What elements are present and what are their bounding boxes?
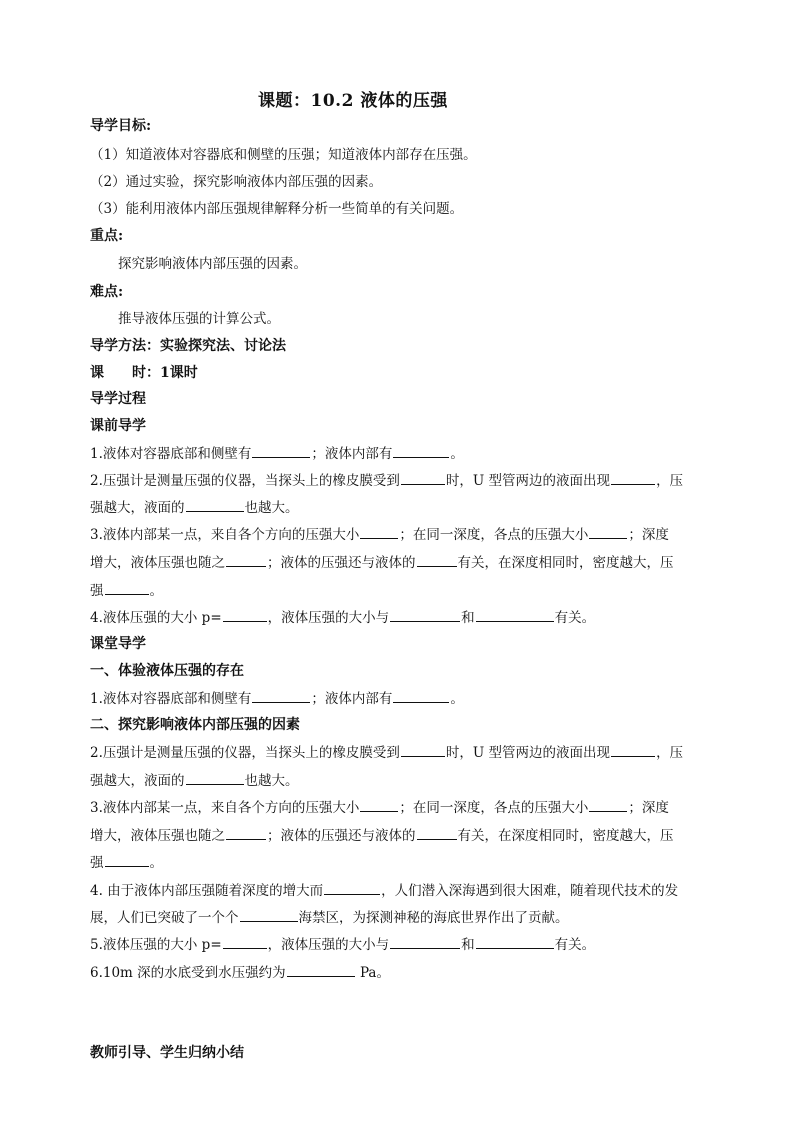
preclass-question-2: 2.压强计是测量压强的仪器，当探头上的橡皮膜受到 时，U 型管两边的液面出现 ，压: [90, 470, 683, 491]
goal-item-3: （3）能利用液体内部压强规律解释分析一些简单的有关问题。: [90, 201, 464, 217]
period-line: 课 时：1课时: [90, 365, 198, 381]
answer-blank[interactable]: [226, 825, 266, 840]
answer-blank[interactable]: [393, 443, 449, 458]
answer-blank[interactable]: [223, 934, 267, 949]
answer-blank[interactable]: [390, 607, 460, 622]
preclass-question-1: 1.液体对容器底部和侧壁有 ；液体内部有 。: [90, 443, 464, 464]
answer-blank[interactable]: [401, 742, 445, 757]
answer-blank[interactable]: [105, 852, 149, 867]
answer-blank[interactable]: [223, 607, 267, 622]
preclass-question-3-cont: 增大，液体压强也随之 ；液体的压强还与液体的 有关，在深度相同时，密度越大，压: [90, 552, 674, 573]
section-heading-2: 二、探究影响液体内部压强的因素: [90, 717, 300, 733]
difficulty-heading: 难点:: [90, 284, 124, 300]
inclass-question-3-end: 强 。: [90, 852, 163, 873]
answer-blank[interactable]: [589, 797, 627, 812]
answer-blank[interactable]: [476, 934, 554, 949]
preclass-question-3-end: 强 。: [90, 580, 163, 601]
page-title: 课题：10.2 液体的压强: [258, 91, 448, 111]
answer-blank[interactable]: [476, 607, 554, 622]
inclass-question-4-cont: 展，人们已突破了一个个 海禁区，为探测神秘的海底世界作出了贡献。: [90, 907, 569, 928]
answer-blank[interactable]: [226, 552, 266, 567]
inclass-question-5: 5.液体压强的大小 p= ，液体压强的大小与 和 有关。: [90, 934, 595, 955]
answer-blank[interactable]: [393, 688, 449, 703]
key-point-text: 探究影响液体内部压强的因素。: [118, 256, 307, 272]
section-heading-1: 一、体验液体压强的存在: [90, 663, 244, 679]
goal-item-1: （1）知道液体对容器底和侧壁的压强；知道液体内部存在压强。: [90, 147, 477, 163]
answer-blank[interactable]: [390, 934, 460, 949]
process-heading: 导学过程: [90, 391, 146, 407]
difficulty-text: 推导液体压强的计算公式。: [118, 311, 280, 327]
preclass-question-4: 4.液体压强的大小 p= ，液体压强的大小与 和 有关。: [90, 607, 595, 628]
answer-blank[interactable]: [611, 470, 655, 485]
answer-blank[interactable]: [105, 580, 149, 595]
goals-heading: 导学目标:: [90, 118, 152, 134]
answer-blank[interactable]: [360, 797, 398, 812]
summary-heading: 教师引导、学生归纳小结: [90, 1045, 244, 1061]
inclass-question-3-cont: 增大，液体压强也随之 ；液体的压强还与液体的 有关，在深度相同时，密度越大，压: [90, 825, 674, 846]
inclass-question-1: 1.液体对容器底部和侧壁有 ；液体内部有 。: [90, 688, 464, 709]
answer-blank[interactable]: [324, 880, 380, 895]
answer-blank[interactable]: [589, 524, 627, 539]
preclass-heading: 课前导学: [90, 418, 146, 434]
method-line: 导学方法：实验探究法、讨论法: [90, 338, 286, 354]
answer-blank[interactable]: [417, 825, 457, 840]
inclass-question-3: 3.液体内部某一点，来自各个方向的压强大小 ；在同一深度，各点的压强大小 ；深度: [90, 797, 669, 818]
answer-blank[interactable]: [252, 443, 310, 458]
preclass-question-3: 3.液体内部某一点，来自各个方向的压强大小 ；在同一深度，各点的压强大小 ；深度: [90, 524, 669, 545]
answer-blank[interactable]: [186, 770, 244, 785]
inclass-question-6: 6.10m 深的水底受到水压强约为 Pa。: [90, 962, 390, 983]
goal-item-2: （2）通过实验，探究影响液体内部压强的因素。: [90, 174, 383, 190]
answer-blank[interactable]: [287, 962, 355, 977]
answer-blank[interactable]: [240, 907, 298, 922]
inclass-question-2-cont: 强越大，液面的 也越大。: [90, 770, 299, 791]
answer-blank[interactable]: [611, 742, 655, 757]
preclass-question-2-cont: 强越大，液面的 也越大。: [90, 497, 299, 518]
inclass-question-2: 2.压强计是测量压强的仪器，当探头上的橡皮膜受到 时，U 型管两边的液面出现 ，压: [90, 742, 683, 763]
answer-blank[interactable]: [417, 552, 457, 567]
inclass-question-4: 4. 由于液体内部压强随着深度的增大而 ，人们潜入深海遇到很大困难，随着现代技术的发: [90, 880, 678, 901]
inclass-heading: 课堂导学: [90, 636, 146, 652]
answer-blank[interactable]: [252, 688, 310, 703]
answer-blank[interactable]: [186, 497, 244, 512]
key-point-heading: 重点:: [90, 228, 124, 244]
answer-blank[interactable]: [401, 470, 445, 485]
answer-blank[interactable]: [360, 524, 398, 539]
